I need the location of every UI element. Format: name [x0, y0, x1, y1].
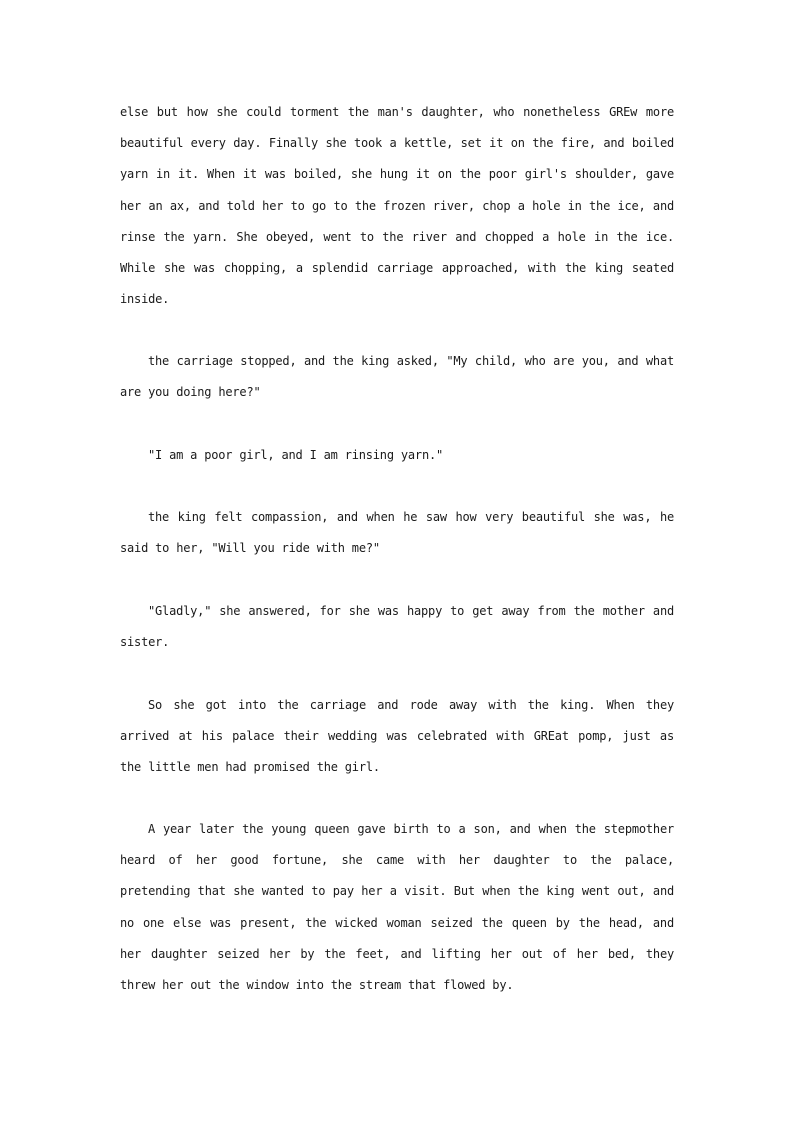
paragraph: "Gladly," she answered, for she was happy to get away from the mother and sister. [120, 604, 674, 650]
paragraph-1-block [120, 97, 674, 315]
paragraph: "I am a poor girl, and I am rinsing yarn." [148, 448, 444, 462]
paragraph: A year later the young queen gave birth to a son, and when the stepmother heard of her good fortune, she came with her daughter to the palace, pretending that she wanted to pay her a visit. But when the king went out, and no one else was present, the wicked woman seized the queen by the head, and her daughter seized her by the feet, and lifting her out of her bed, they threw her out the window into the stream that flowed by. [120, 822, 674, 993]
paragraph: So she got into the carriage and rode away with the king. When they arrived at his palace their wedding was celebrated with GREat pomp, just as the little men had promised the girl. [120, 698, 674, 775]
paragraph: else but how she could torment the man's daughter, who nonetheless GREw more beautiful every day. Finally she took a kettle, set it on the fire, and boiled yarn in it. When it was boiled, she hung it on the poor girl's shoulder, gave her an ax, and told her to go to the frozen river, chop a hole in the ice, and rinse the yarn. She obeyed, went to the river and chopped a hole in the ice. While she was chopping, a splendid carriage approached, with the king seated inside. [120, 105, 674, 307]
paragraph-5-block [120, 596, 674, 658]
paragraph-6-block [120, 690, 674, 784]
paragraph-2-block [120, 346, 674, 408]
paragraph: the carriage stopped, and the king asked, "My child, who are you, and what are you doing here?" [120, 354, 674, 400]
paragraph-4-block [120, 502, 674, 564]
paragraph-7-block [120, 814, 674, 1001]
paragraph: the king felt compassion, and when he saw how very beautiful she was, he said to her, "Will you ride with me?" [120, 510, 674, 556]
paragraph-3-block [120, 440, 674, 471]
